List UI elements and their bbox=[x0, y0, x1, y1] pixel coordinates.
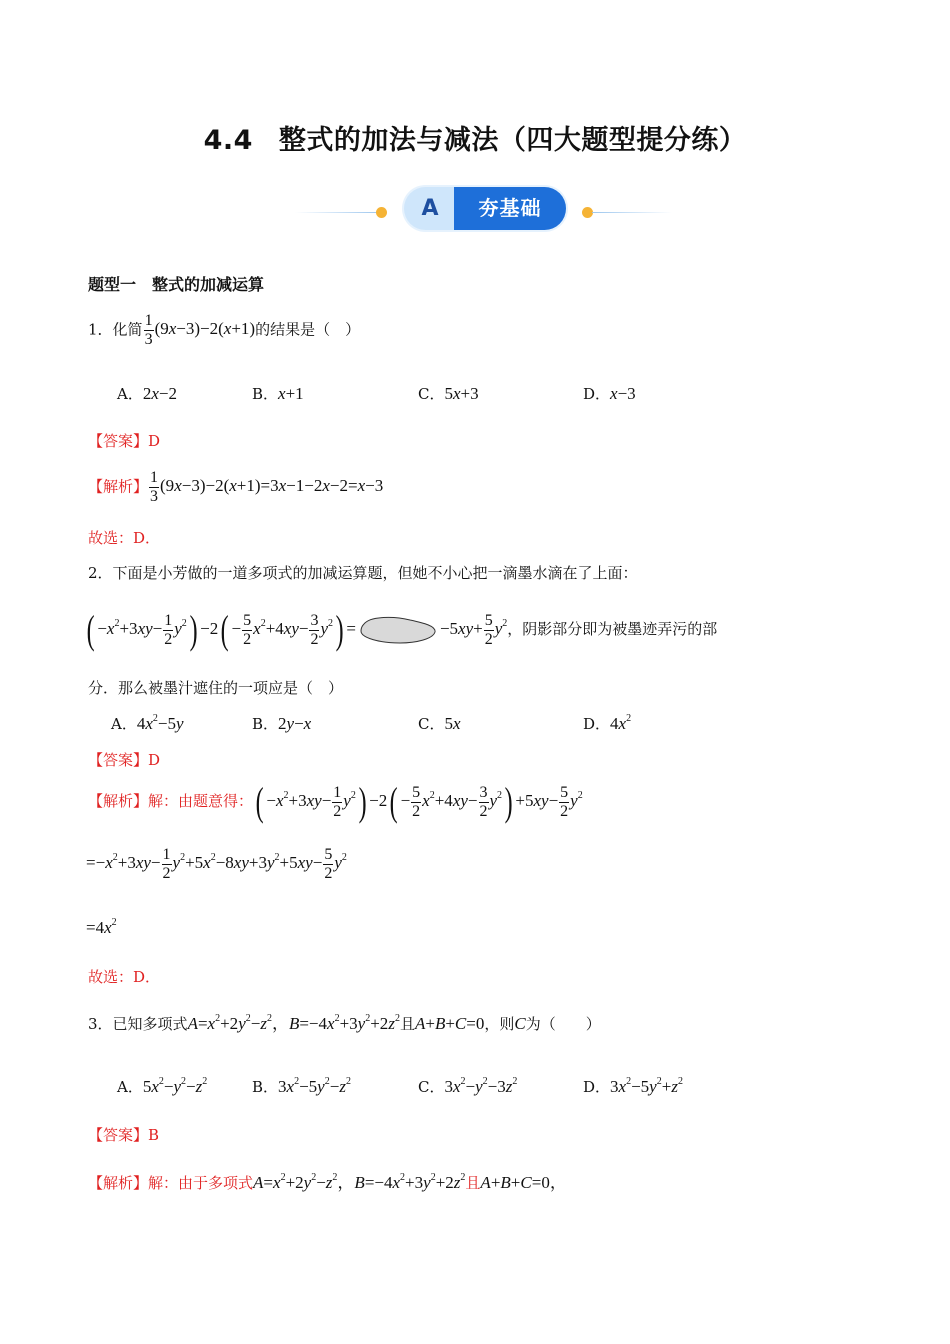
q3-option-a: A．$5x^2-y^2-z^2$ bbox=[117, 1076, 208, 1096]
badge-divider-left bbox=[295, 212, 380, 213]
ink-blot-icon bbox=[358, 614, 438, 646]
question-2-line2: 分．那么被墨汁遮住的一项应是（ ） bbox=[88, 679, 344, 697]
q1-option-b: B．x+1 bbox=[252, 384, 304, 403]
section-badge bbox=[404, 187, 566, 230]
q2-option-c: C．5x bbox=[418, 714, 461, 733]
badge-divider-right bbox=[592, 212, 672, 213]
q3-option-b: B．$3x^2-5y^2-z^2$ bbox=[252, 1076, 351, 1096]
question-2-equation: ( $-x^2+3xy-$ $\frac{1}{2}$ $y^2) -2$( − $\frac{5}{2}$ $x^2+4xy-$ $\frac{3}{2}$ $y^2) = -5xy+$ $\frac{5}{2}$ $y^2$，阴影部分即为被墨迹弄污的部 bbox=[86, 607, 718, 652]
q1-option-d: D．x−3 bbox=[583, 384, 636, 403]
q2-analysis-step2: $=-x^2+3xy-$ $\frac{1}{2}$ $y^2+5x^2-8xy+3y^2+5xy-$ $\frac{5}{2}$ $y^2$ bbox=[86, 846, 347, 882]
q2-option-b: B．2y−x bbox=[252, 714, 312, 733]
page-title: 4.4 整式的加法与减法（四大题型提分练） bbox=[203, 125, 747, 156]
badge-letter: A bbox=[421, 196, 439, 221]
question-3: 3．已知多项式$A=x^2+2y^2-z^2$，$B=-4x^2+3y^2+2z^2$且A+B+C=0，则C为（ ） bbox=[88, 1013, 601, 1033]
q3-option-d: D．$3x^2-5y^2+z^2$ bbox=[583, 1076, 683, 1096]
section-heading: 题型一 整式的加减运算 bbox=[88, 275, 265, 294]
q3-option-c: C．$3x^2-y^2-3z^2$ bbox=[418, 1076, 518, 1096]
q1-answer: 【答案】D bbox=[88, 432, 161, 450]
q2-option-d: D．$4x^2$ bbox=[583, 713, 632, 733]
q1-conclusion: 故选：D． bbox=[88, 529, 161, 547]
q2-analysis-step3: $=4x^2$ bbox=[86, 917, 117, 937]
q1-analysis: 【解析】 $\frac{1}{3}$ (9x−3)−2(x+1)=3x−1−2x−2=x−3 bbox=[88, 469, 384, 505]
question-2-stem: 2．下面是小芳做的一道多项式的加减运算题，但她不小心把一滴墨水滴在了上面： bbox=[88, 564, 638, 582]
q3-analysis: 【解析】解：由于多项式$A=x^2+2y^2-z^2$，$B=-4x^2+3y^2+2z^2$且A+B+C=0， bbox=[88, 1172, 567, 1192]
badge-dot-left bbox=[376, 207, 387, 218]
q2-conclusion: 故选：D． bbox=[88, 968, 161, 986]
q2-answer: 【答案】D bbox=[88, 751, 161, 769]
q1-option-a: A．2x−2 bbox=[117, 384, 177, 403]
q3-answer: 【答案】B bbox=[88, 1126, 160, 1144]
badge-label: 夯基础 bbox=[478, 196, 542, 220]
q2-analysis: 【解析】解：由题意得：( $-x^2+3xy-$ $\frac{1}{2}$ $y^2) -2$( − $\frac{5}{2}$ $x^2+4xy-$ $\frac{3}{2}$ $y^2) +5xy-$ $\frac{5}{2}$ $y^2$ bbox=[88, 779, 583, 824]
q1-option-c: C．5x+3 bbox=[418, 384, 479, 403]
q2-option-a: A．$4x^2-5y$ bbox=[111, 713, 184, 733]
question-1: 1．化简 $\frac{1}{3}$ (9x−3)−2(x+1)的结果是（ ） bbox=[88, 312, 361, 348]
